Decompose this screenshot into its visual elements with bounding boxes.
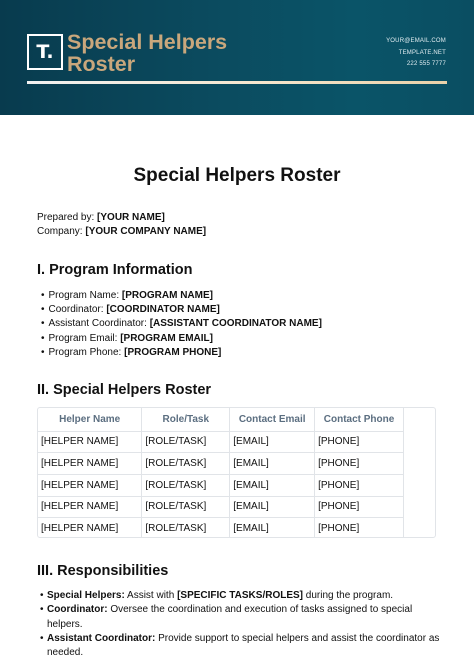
item-text: Oversee the coordination and execution of tasks assigned to special helpers. — [47, 604, 413, 630]
column-header-helper-name: Helper Name — [38, 408, 142, 431]
item-value: [PROGRAM EMAIL] — [120, 332, 213, 344]
table-cell: [PHONE] — [315, 496, 404, 518]
brand-title-line2: Roster — [67, 52, 136, 76]
document-meta — [37, 211, 206, 239]
table-row — [38, 518, 404, 538]
item-text: Provide support to special helpers and assist the coordinator as needed. — [47, 632, 440, 659]
company-line — [37, 225, 206, 239]
table-cell: [EMAIL] — [230, 474, 315, 496]
table-cell: [ROLE/TASK] — [142, 453, 230, 475]
list-item — [47, 603, 447, 632]
item-text: Assist with — [124, 590, 178, 601]
brand-title-line1: Special Helpers — [67, 30, 228, 54]
table-cell: [HELPER NAME] — [38, 474, 142, 496]
responsibilities-list — [47, 589, 447, 660]
program-info-list — [41, 289, 322, 360]
item-label: Assistant Coordinator: — [47, 632, 156, 644]
section-heading-program-information: I. Program Information — [37, 262, 193, 278]
table-cell: [PHONE] — [315, 474, 404, 496]
item-label: Assistant Coordinator: — [48, 318, 147, 330]
item-label: Coordinator: — [48, 304, 104, 316]
page-title: Special Helpers Roster — [133, 165, 341, 186]
roster-table — [38, 408, 404, 538]
column-header-contact-email: Contact Email — [230, 408, 315, 431]
table-row — [38, 431, 404, 453]
table-row — [38, 453, 404, 475]
section-heading-roster: II. Special Helpers Roster — [37, 382, 212, 398]
list-item — [41, 317, 322, 331]
list-item — [47, 632, 447, 661]
table-cell: [PHONE] — [315, 453, 404, 475]
table-cell: [ROLE/TASK] — [142, 518, 230, 538]
table-cell: [PHONE] — [315, 518, 404, 538]
table-row — [38, 474, 404, 496]
table-cell: [EMAIL] — [230, 431, 315, 453]
list-item — [47, 589, 447, 603]
prepared-by-label: Prepared by: — [37, 212, 95, 223]
prepared-by-line — [37, 211, 206, 225]
table-cell: [ROLE/TASK] — [142, 474, 230, 496]
logo-letter: T. — [36, 41, 54, 63]
column-header-role-task: Role/Task — [142, 408, 230, 431]
header-divider — [27, 81, 447, 84]
table-cell: [EMAIL] — [230, 453, 315, 475]
item-label: Program Phone: — [48, 346, 122, 358]
table-cell: [HELPER NAME] — [38, 431, 142, 453]
item-text-end: during the program. — [303, 590, 394, 601]
contact-email: YOUR@EMAIL.COM — [386, 38, 446, 44]
table-row — [38, 496, 404, 518]
roster-table-container — [37, 407, 436, 538]
contact-info — [386, 36, 446, 71]
list-item — [41, 332, 322, 346]
logo-mark — [27, 34, 63, 70]
item-value: [COORDINATOR NAME] — [106, 304, 220, 316]
company-label: Company: — [37, 226, 83, 237]
item-value: [PROGRAM PHONE] — [124, 346, 222, 358]
list-item — [41, 346, 322, 360]
item-label: Special Helpers: — [47, 590, 125, 601]
table-cell: [PHONE] — [315, 431, 404, 453]
column-header-contact-phone: Contact Phone — [315, 408, 404, 431]
company-value: [YOUR COMPANY NAME] — [85, 226, 207, 237]
table-header-row — [38, 408, 404, 431]
item-placeholder: [SPECIFIC TASKS/ROLES] — [177, 590, 303, 601]
item-label: Program Email: — [48, 332, 118, 344]
contact-phone: 222 555 7777 — [406, 61, 446, 67]
item-value: [PROGRAM NAME] — [121, 290, 213, 301]
item-label: Coordinator: — [47, 604, 108, 616]
prepared-by-value: [YOUR NAME] — [97, 212, 165, 223]
section-heading-responsibilities: III. Responsibilities — [37, 563, 169, 579]
list-item — [41, 303, 322, 317]
item-value: [ASSISTANT COORDINATOR NAME] — [149, 318, 322, 330]
table-cell: [HELPER NAME] — [38, 496, 142, 518]
item-label: Program Name: — [48, 290, 120, 301]
table-cell: [HELPER NAME] — [38, 453, 142, 475]
table-cell: [ROLE/TASK] — [142, 431, 230, 453]
table-cell: [EMAIL] — [230, 518, 315, 538]
brand-title — [67, 31, 297, 75]
table-cell: [ROLE/TASK] — [142, 496, 230, 518]
table-cell: [EMAIL] — [230, 496, 315, 518]
header-banner — [0, 0, 474, 115]
table-cell: [HELPER NAME] — [38, 518, 142, 538]
list-item — [41, 289, 322, 303]
contact-website: TEMPLATE.NET — [398, 49, 446, 56]
